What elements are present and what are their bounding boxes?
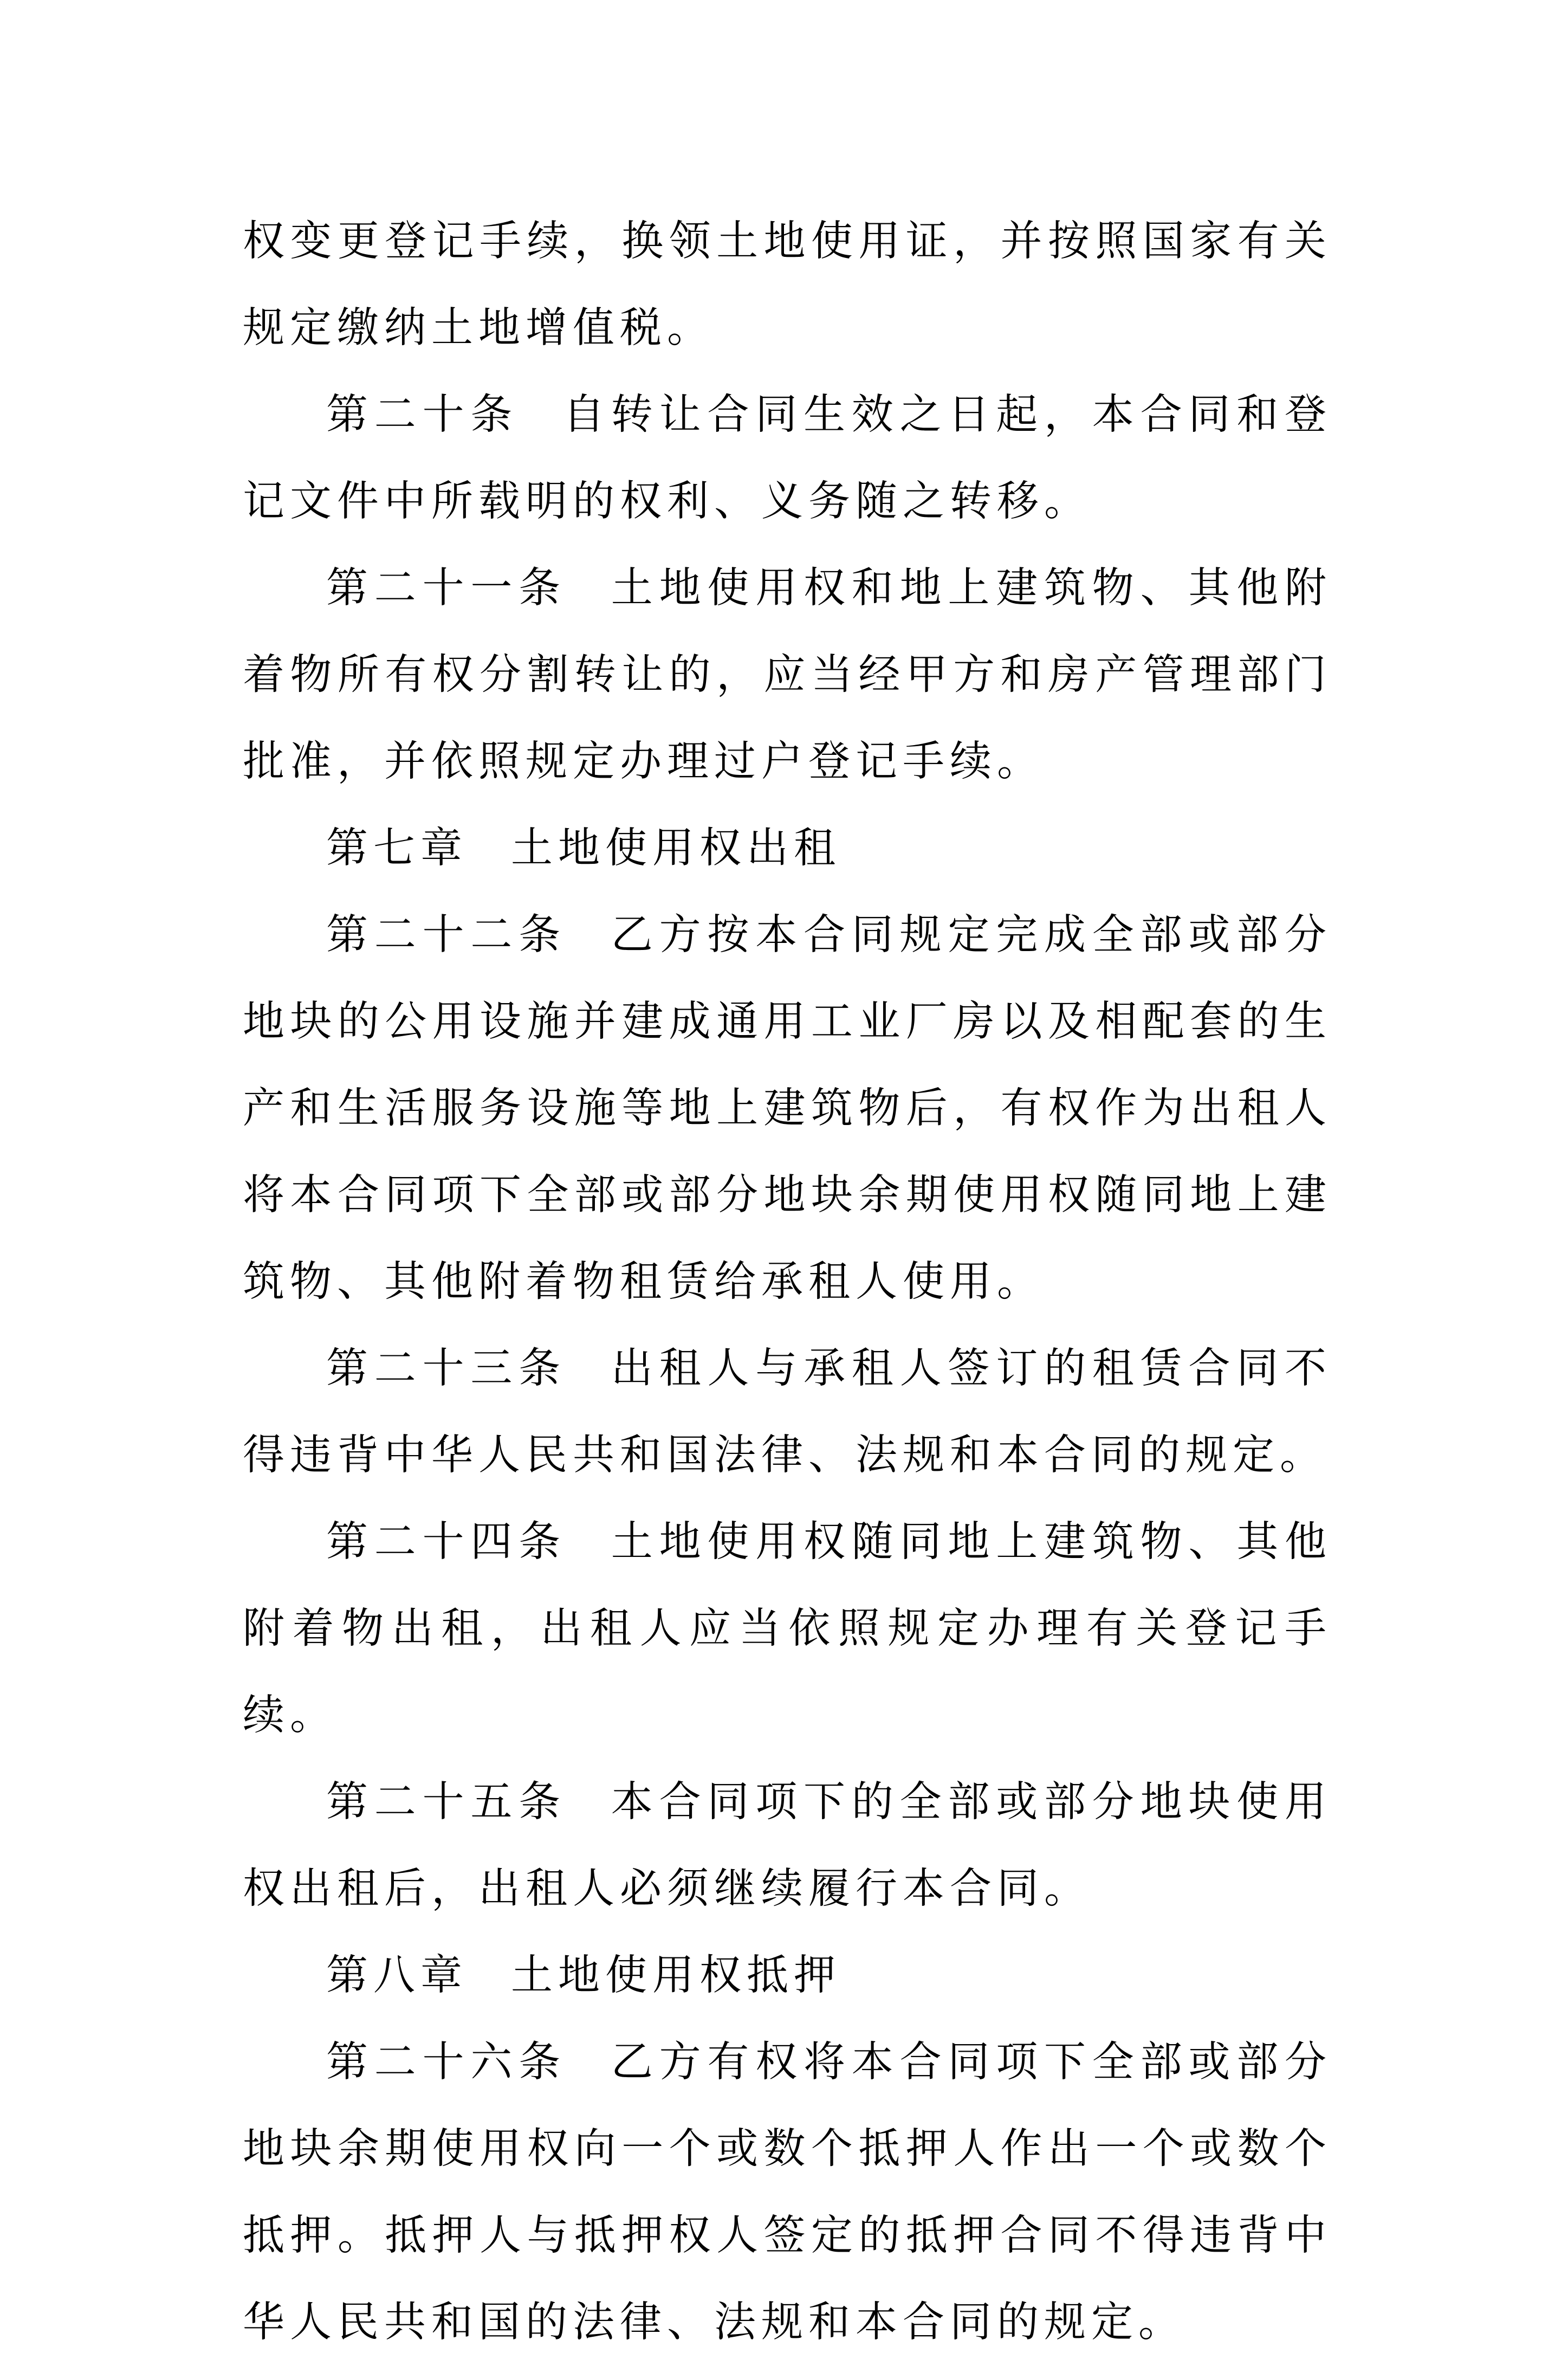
chapter-number: 第七章 [326, 824, 468, 872]
article-26 [243, 2019, 1332, 2366]
document-body [243, 198, 1332, 2366]
article-heading: 第二十五条 [326, 1778, 567, 1826]
chapter-title: 土地使用权出租 [511, 824, 841, 872]
chapter-7-heading [243, 805, 1332, 892]
article-text: 本合同项下的全部或部分地块使用权出租后，出租人必须继续履行本合同。 [243, 1778, 1332, 1913]
chapter-8-heading [243, 1932, 1332, 2019]
article-24 [243, 1499, 1332, 1759]
article-heading: 第二十二条 [326, 911, 567, 959]
article-heading: 第二十四条 [326, 1518, 567, 1566]
paragraph-text: 权变更登记手续，换领土地使用证，并按照国家有关规定缴纳土地增值税。 [243, 217, 1332, 352]
article-heading: 第二十六条 [326, 2038, 567, 2086]
article-text: 自转让合同生效之日起，本合同和登记文件中所载明的权利、义务随之转移。 [243, 391, 1332, 526]
article-20 [243, 372, 1332, 545]
chapter-number: 第八章 [326, 1951, 468, 2000]
paragraph-continuation [243, 198, 1332, 372]
article-text: 乙方按本合同规定完成全部或部分地块的公用设施并建成通用工业厂房以及相配套的生产和生活服务设施等地上建筑物后，有权作为出租人将本合同项下全部或部分地块余期使用权随同地上建筑物、其他附着物租赁给承租人使用。 [243, 911, 1332, 1306]
article-heading: 第二十一条 [326, 564, 567, 612]
article-text: 土地使用权和地上建筑物、其他附着物所有权分割转让的，应当经甲方和房产管理部门批准，并依照规定办理过户登记手续。 [243, 564, 1332, 786]
chapter-title: 土地使用权抵押 [511, 1951, 841, 2000]
article-21 [243, 545, 1332, 805]
article-22 [243, 892, 1332, 1326]
article-text: 乙方有权将本合同项下全部或部分地块余期使用权向一个或数个抵押人作出一个或数个抵押。抵押人与抵押权人签定的抵押合同不得违背中华人民共和国的法律、法规和本合同的规定。 [243, 2038, 1332, 2346]
article-text: 土地使用权随同地上建筑物、其他附着物出租，出租人应当依照规定办理有关登记手续。 [243, 1518, 1332, 1740]
article-heading: 第二十三条 [326, 1344, 567, 1393]
article-25 [243, 1759, 1332, 1932]
article-23 [243, 1326, 1332, 1499]
article-text: 出租人与承租人签订的租赁合同不得违背中华人民共和国法律、法规和本合同的规定。 [243, 1344, 1332, 1479]
article-heading: 第二十条 [326, 391, 519, 439]
